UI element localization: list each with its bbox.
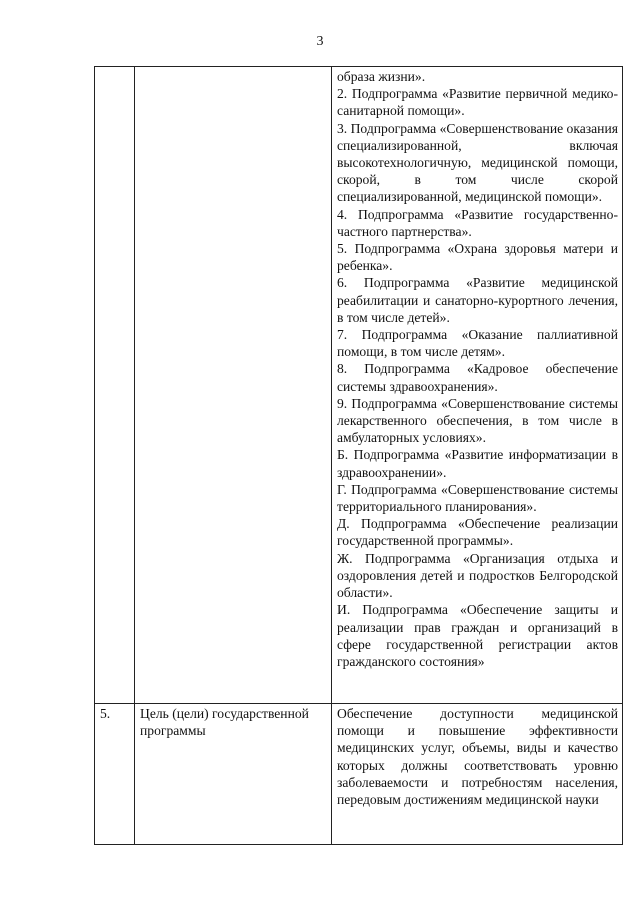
row-number-cell: 5. [95,704,135,845]
list-item: Ж. Подпрограмма «Организация отдыха и оздоровления детей и подростков Белгородской области». [337,550,618,601]
list-item: Д. Подпрограмма «Обеспечение реализации государственной программы». [337,516,618,549]
list-item: 5. Подпрограмма «Охрана здоровья матери и ребенка». [337,241,618,274]
list-item: 4. Подпрограмма «Развитие государственно-частного партнерства». [337,206,618,239]
list-item: 7. Подпрограмма «Оказание паллиативной помощи, в том числе детям». [337,327,618,360]
table-row [95,67,623,704]
table-row [95,704,623,845]
row-content-cell: Обеспечение доступности медицинской помощи и повышение эффективности медицинских услуг, объемы, виды и качество которых должны соответствовать уровню заболеваемости и потребностям населения, передовым достижениям медицинской науки [332,704,623,845]
row-number-cell [95,67,135,704]
row-content-cell [332,67,623,704]
list-item: 8. Подпрограмма «Кадровое обеспечение системы здравоохранения». [337,361,618,394]
list-item: образа жизни». [337,69,426,84]
program-passport-table [94,66,623,845]
list-item: Г. Подпрограмма «Совершенствование системы территориального планирования». [337,481,618,515]
list-item: И. Подпрограмма «Обеспечение защиты и реализации прав граждан и организаций в сфере государственной регистрации актов гражданского состояния» [337,602,618,669]
list-item: 9. Подпрограмма «Совершенствование системы лекарственного обеспечения, в том числе в амбулаторных условиях». [337,395,618,446]
list-item: 3. Подпрограмма «Совершенствование оказания специализированной, включая высокотехнологичную, медицинской помощи, скорой, в том числе скорой специализированной, медицинской помощи». [337,120,618,205]
row-label-cell [135,67,332,704]
list-item: 2. Подпрограмма «Развитие первичной медико-санитарной помощи». [337,86,618,119]
list-item: 6. Подпрограмма «Развитие медицинской реабилитации и санаторно-курортного лечения, в том числе детей». [337,275,618,325]
row-label-cell: Цель (цели) государственной программы [135,704,332,845]
list-item: Б. Подпрограмма «Развитие информатизации в здравоохранении». [337,447,618,480]
page-number: 3 [316,34,324,49]
